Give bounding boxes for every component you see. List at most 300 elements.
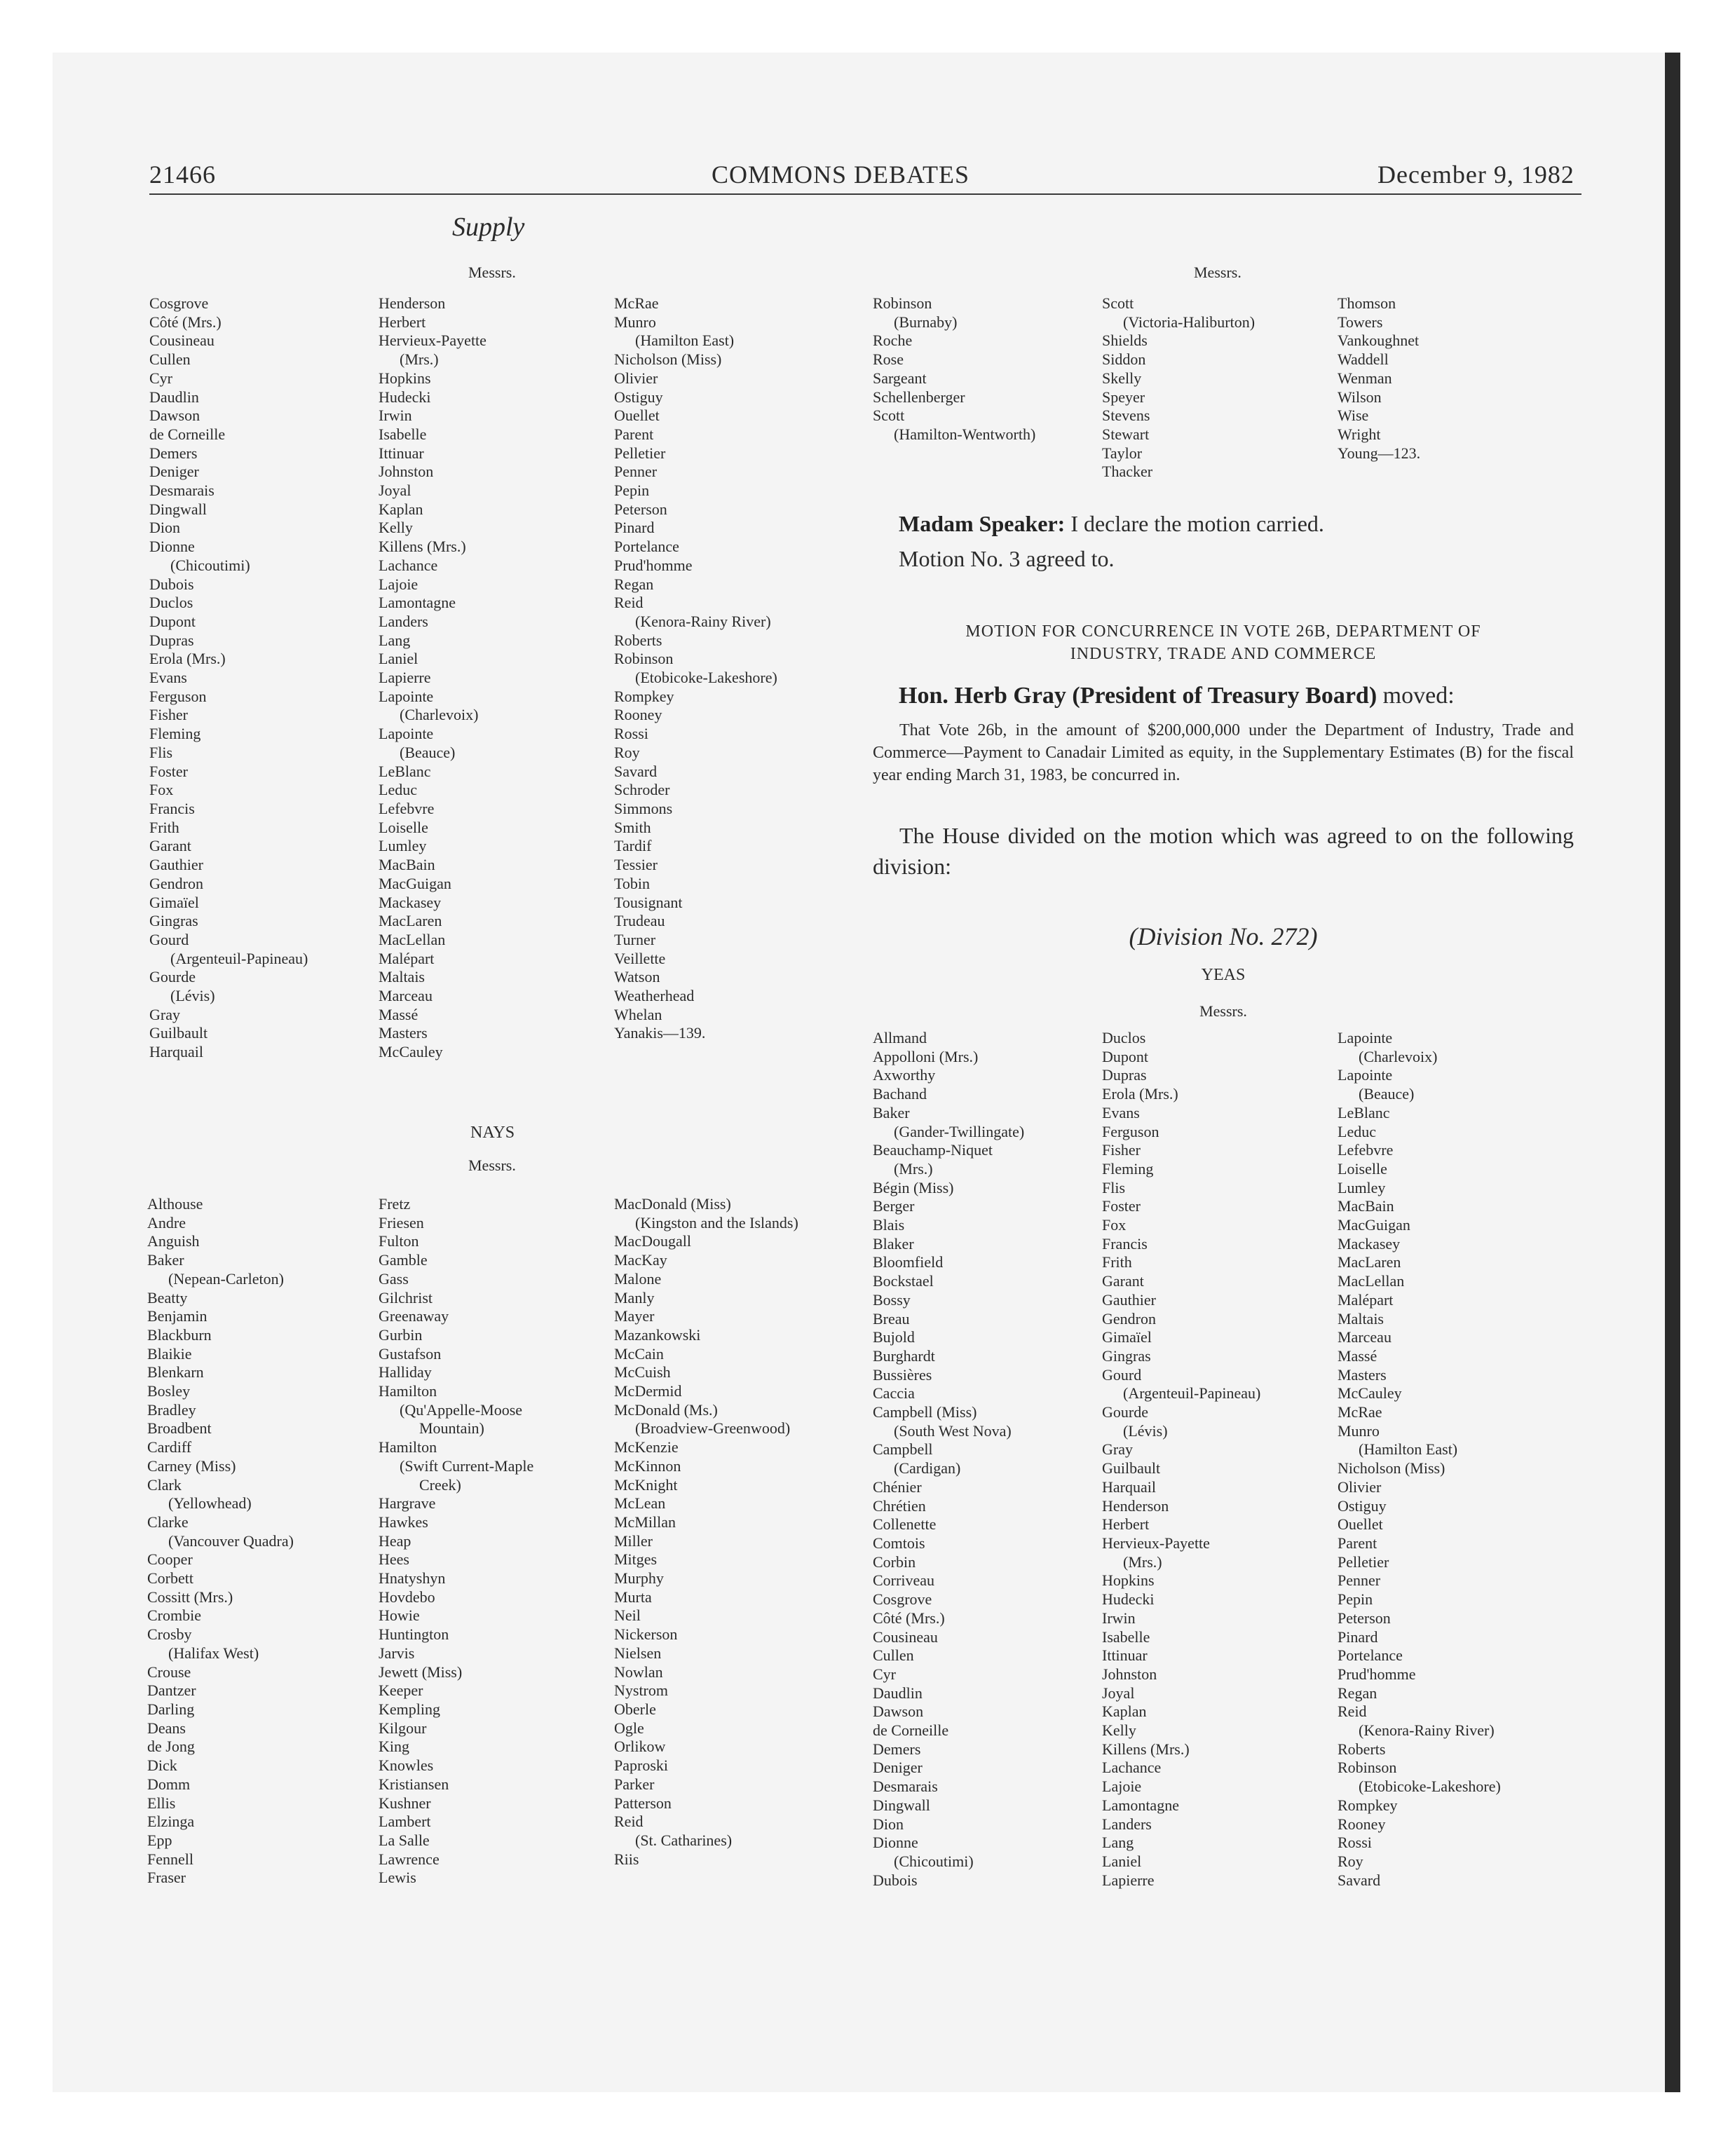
member-name: Roberts [614,631,662,649]
riding-name: (Beauce) [1359,1085,1415,1103]
member-name: Fleming [1102,1159,1154,1178]
member-name: La Salle [379,1831,430,1849]
member-name: Kaplan [379,500,423,518]
member-name: Ostiguy [1338,1496,1387,1515]
member-name: Kristiansen [379,1775,449,1793]
riding-name: (Mrs.) [894,1159,933,1178]
member-name: Fox [1102,1216,1127,1234]
member-name: MacKay [614,1251,667,1269]
member-name: Pepin [1338,1590,1373,1609]
member-name: Bockstael [873,1272,934,1290]
member-name: Anguish [147,1232,200,1250]
member-name: Loiselle [1338,1159,1387,1178]
messrs-label: Messrs. [1194,264,1241,281]
member-name: Prud'homme [1338,1665,1416,1683]
member-name: Pinard [614,519,655,537]
member-name: Kempling [379,1700,440,1718]
motion-text: That Vote 26b, in the amount of $200,000,000 under the Department of Industry, Trade and Commerce—Payment to Canadair Limited as equity, in the Supplementary Estimates (B) for the fiscal year ending March 31, 1983, be concurred in. [873,721,1574,784]
member-name: Crombie [147,1606,201,1625]
member-name: Greenaway [379,1307,449,1325]
member-name: Gingras [1102,1346,1151,1365]
member-name: Lefebvre [379,799,435,817]
member-name: Collenette [873,1515,937,1534]
member-name: Lajoie [379,575,419,593]
member-name: Baker [147,1251,184,1269]
member-name: Beatty [147,1288,188,1306]
member-name: Bussières [873,1365,932,1384]
member-name: McRae [614,294,659,312]
member-name: Hamilton [379,1438,437,1456]
member-name: Demers [873,1740,921,1758]
member-name: Duclos [149,594,193,612]
member-name: Appolloni (Mrs.) [873,1047,979,1065]
riding-name: (South West Nova) [894,1421,1012,1440]
mover-name: Hon. Herb Gray (President of Treasury Board) [899,683,1377,709]
messrs-label: Messrs. [1199,1002,1247,1020]
member-name: Hervieux-Payette [1102,1534,1210,1552]
member-name: Darling [147,1700,195,1718]
member-name: Crosby [147,1625,192,1644]
member-name: Rossi [1338,1834,1372,1852]
riding-name: (Chicoutimi) [894,1852,974,1870]
member-name: Daudlin [873,1684,923,1702]
member-name: Benjamin [147,1307,207,1325]
member-name: MacBain [379,856,435,874]
member-name: Caccia [873,1384,915,1403]
mover-line [899,683,1455,709]
member-name: Tardif [614,837,652,855]
member-name: Landers [1102,1815,1152,1833]
member-name: Mayer [614,1307,655,1325]
member-name: Jarvis [379,1644,415,1662]
member-name: Fretz [379,1195,411,1213]
member-name: Pelletier [614,444,666,462]
member-name: MacBain [1338,1197,1394,1215]
page-number: 21466 [149,161,216,189]
member-name: Kelly [379,519,413,537]
riding-name: (Swift Current-Maple [400,1456,534,1475]
member-name: Scott [873,407,905,425]
member-name: Landers [379,612,428,630]
member-name: Hudecki [1102,1590,1155,1609]
member-name: Frith [149,818,179,836]
member-name: Taylor [1102,444,1143,462]
member-name: Côté (Mrs.) [873,1609,945,1627]
member-name: Clarke [147,1513,189,1531]
member-name: Daudlin [149,388,199,406]
member-name: Garant [149,837,191,855]
member-name: McKinnon [614,1456,681,1475]
member-name: Regan [614,575,654,593]
member-name: Bossy [873,1290,911,1309]
member-name: Gingras [149,912,198,930]
member-name: Foster [149,762,188,780]
motion-heading-line-2: INDUSTRY, TRADE AND COMMERCE [1070,645,1377,663]
member-name: LeBlanc [1338,1103,1390,1121]
member-name: Ogle [614,1719,644,1737]
member-name: Baker [873,1103,910,1121]
member-name: Gendron [1102,1309,1156,1328]
member-name: Cousineau [149,332,215,350]
riding-name: (Halifax West) [168,1644,259,1662]
member-name: Reid [614,1813,644,1831]
member-name: Kushner [379,1794,431,1812]
member-name: Chénier [873,1478,922,1496]
nays-column-1 [147,1195,294,1888]
messrs-label: Messrs. [468,264,516,281]
member-name: de Corneille [873,1721,949,1740]
riding-name: (Vancouver Quadra) [168,1531,294,1550]
member-name: Vankoughnet [1338,332,1420,350]
left-top-column-2 [379,294,487,1062]
member-name: Sargeant [873,369,927,387]
riding-name: (Beauce) [400,743,456,761]
member-name: Kilgour [379,1719,427,1737]
member-name: Munro [1338,1421,1380,1440]
motion-agreed: Motion No. 3 agreed to. [899,546,1115,571]
member-name: Gustafson [379,1344,442,1363]
member-name: Mazankowski [614,1325,701,1344]
member-name: Smith [614,818,651,836]
member-name: Dionne [149,538,195,556]
member-name: McCain [614,1344,664,1363]
member-name: Lamontagne [379,594,456,612]
member-name: Herbert [379,313,426,331]
riding-name: (Hamilton East) [1359,1440,1458,1459]
member-name: Althouse [147,1195,203,1213]
member-name: Hovdebo [379,1588,435,1606]
member-name: McDermid [614,1382,682,1400]
member-name: Creek) [419,1475,461,1494]
member-name: Hudecki [379,388,431,406]
member-name: Killens (Mrs.) [1102,1740,1190,1758]
member-name: Hervieux-Payette [379,332,487,350]
member-name: Nickerson [614,1625,678,1644]
member-name: Heap [379,1531,411,1550]
member-name: Patterson [614,1794,672,1812]
member-name: Parker [614,1775,655,1793]
riding-name: (Hamilton East) [635,332,735,350]
member-name: Gimaïel [1102,1328,1152,1346]
member-name: Rooney [1338,1815,1386,1833]
member-name: McKnight [614,1475,678,1494]
mover-verb: moved: [1382,683,1455,709]
member-name: McCauley [1338,1384,1402,1403]
member-name: Rooney [614,706,662,724]
member-name: Desmarais [149,482,215,500]
member-name: Foster [1102,1197,1141,1215]
member-name: Nicholson (Miss) [1338,1459,1445,1478]
member-name: Cullen [149,350,191,369]
member-name: Frith [1102,1253,1132,1271]
member-name: Tessier [614,856,658,874]
member-name: Dantzer [147,1681,196,1700]
member-name: Dupras [1102,1066,1147,1084]
yeas-column-3 [1338,1029,1501,1890]
member-name: Marceau [379,987,433,1005]
member-name: Blaikie [147,1344,192,1363]
member-name: Lapointe [1338,1066,1393,1084]
member-name: MacLellan [379,930,446,948]
messrs-label: Messrs. [468,1157,516,1174]
member-name: Leduc [1338,1122,1376,1140]
member-name: Bégin (Miss) [873,1178,954,1196]
member-name: Dawson [149,407,200,425]
member-name: Dubois [149,575,194,593]
member-name: Dupont [149,612,196,630]
member-name: Deniger [873,1759,923,1777]
member-name: Young—123. [1338,444,1421,462]
speaker-statement [899,509,1324,538]
member-name: Dupont [1102,1047,1148,1065]
member-name: Joyal [1102,1684,1135,1702]
member-name: Reid [614,594,644,612]
member-name: Ittinuar [379,444,424,462]
member-name: Herbert [1102,1515,1150,1534]
member-name: Towers [1338,313,1383,331]
member-name: Corriveau [873,1571,934,1590]
member-name: Corbett [147,1569,193,1588]
member-name: Lapointe [1338,1029,1393,1046]
yeas-title: YEAS [1201,966,1246,984]
member-name: Gray [149,1005,180,1023]
member-name: Deans [147,1719,186,1737]
member-name: Harquail [149,1043,203,1061]
member-name: Simmons [614,799,673,817]
member-name: Beauchamp-Niquet [873,1141,993,1159]
member-name: Rose [873,350,904,369]
member-name: Lambert [379,1813,431,1831]
member-name: Kelly [1102,1721,1136,1740]
member-name: Lachance [379,556,438,574]
member-name: Tobin [614,874,651,892]
member-name: Côté (Mrs.) [149,313,222,331]
riding-name: (Mrs.) [400,350,439,369]
member-name: Speyer [1102,388,1145,406]
member-name: Gourde [1102,1403,1148,1421]
member-name: Roberts [1338,1740,1386,1758]
yeas-column-2 [1102,1029,1260,1890]
member-name: Lang [1102,1834,1134,1852]
member-name: Watson [614,968,660,986]
member-name: Laniel [379,650,419,668]
member-name: Lapierre [1102,1871,1155,1889]
riding-name: (Burnaby) [894,313,958,331]
member-name: Dion [149,519,180,537]
division-number: (Division No. 272) [1129,922,1318,950]
riding-name: (Nepean-Carleton) [168,1269,284,1288]
member-name: Epp [147,1831,172,1849]
member-name: Burghardt [873,1346,935,1365]
member-name: Keeper [379,1681,423,1700]
member-name: Murphy [614,1569,664,1588]
member-name: Lapointe [379,687,434,705]
member-name: Parent [1338,1534,1377,1552]
member-name: Ostiguy [614,388,663,406]
member-name: Francis [149,799,195,817]
member-name: Blaker [873,1234,914,1253]
member-name: Lamontagne [1102,1796,1179,1814]
member-name: Friesen [379,1213,424,1231]
member-name: Penner [614,463,658,481]
member-name: Dingwall [149,500,207,518]
riding-name: (Qu'Appelle-Moose [400,1400,523,1419]
member-name: MacLaren [379,912,442,930]
member-name: MacLaren [1338,1253,1401,1271]
riding-name: (Argenteuil-Papineau) [170,949,308,967]
member-name: MacDonald (Miss) [614,1195,731,1213]
member-name: Massé [1338,1346,1377,1365]
member-name: Desmarais [873,1778,938,1796]
member-name: Lang [379,631,411,649]
member-name: Marceau [1338,1328,1392,1346]
member-name: Bosley [147,1382,191,1400]
yeas-column-1 [873,1029,1024,1890]
member-name: Thomson [1338,294,1396,312]
member-name: Fox [149,781,174,799]
member-name: McRae [1338,1403,1382,1421]
member-name: Gimaïel [149,893,199,911]
member-name: Clark [147,1475,182,1494]
member-name: Lumley [1338,1178,1386,1196]
member-name: Blais [873,1216,905,1234]
member-name: Henderson [1102,1496,1169,1515]
member-name: de Corneille [149,425,226,443]
member-name: McCauley [379,1043,443,1061]
member-name: Schellenberger [873,388,965,406]
member-name: Blenkarn [147,1363,204,1381]
riding-name: (Yellowhead) [168,1494,252,1513]
member-name: Lapierre [379,669,431,687]
member-name: Hnatyshyn [379,1569,446,1588]
member-name: Lumley [379,837,427,855]
member-name: Pinard [1338,1628,1378,1646]
member-name: Siddon [1102,350,1146,369]
member-name: Blackburn [147,1325,212,1344]
member-name: Peterson [614,500,667,518]
member-name: Yanakis—139. [614,1024,706,1042]
member-name: Johnston [1102,1665,1157,1683]
member-name: Berger [873,1197,915,1215]
riding-name: (Gander-Twillingate) [894,1122,1025,1140]
member-name: Gurbin [379,1325,423,1344]
member-name: Savard [1338,1871,1381,1889]
member-name: Flis [1102,1178,1126,1196]
member-name: Cosgrove [149,294,209,312]
riding-name: (Kenora-Rainy River) [635,612,771,630]
riding-name: (Etobicoke-Lakeshore) [1359,1778,1501,1796]
member-name: Gray [1102,1440,1133,1459]
member-name: Gourde [149,968,196,986]
member-name: LeBlanc [379,762,431,780]
member-name: Dupras [149,631,194,649]
member-name: Loiselle [379,818,428,836]
member-name: Prud'homme [614,556,693,574]
member-name: Ouellet [1338,1515,1383,1534]
member-name: Malépart [1338,1290,1394,1309]
member-name: Waddell [1338,350,1389,369]
member-name: Wenman [1338,369,1392,387]
riding-name: (Chicoutimi) [170,556,250,574]
member-name: Carney (Miss) [147,1456,236,1475]
member-name: Maltais [379,968,425,986]
member-name: Hawkes [379,1513,428,1531]
member-name: Mitges [614,1550,658,1569]
member-name: Miller [614,1531,653,1550]
member-name: Masters [1338,1365,1387,1384]
left-top-column-3 [614,294,777,1043]
member-name: Irwin [379,407,412,425]
member-name: Mountain) [419,1419,484,1438]
member-name: Nowlan [614,1663,663,1681]
header-rule [149,193,1581,195]
member-name: Veillette [614,949,666,967]
member-name: Breau [873,1309,910,1328]
member-name: Isabelle [379,425,427,443]
member-name: Lewis [379,1869,416,1887]
member-name: Lefebvre [1338,1141,1394,1159]
member-name: Evans [1102,1103,1140,1121]
member-name: Olivier [1338,1478,1382,1496]
member-name: Gendron [149,874,203,892]
riding-name: (Broadview-Greenwood) [635,1419,791,1438]
member-name: Portelance [614,538,679,556]
member-name: Lachance [1102,1759,1162,1777]
member-name: Dionne [873,1834,918,1852]
member-name: Comtois [873,1534,925,1552]
member-name: Malépart [379,949,435,967]
member-name: Deniger [149,463,199,481]
member-name: Thacker [1102,463,1153,481]
member-name: Jewett (Miss) [379,1663,463,1681]
member-name: Nicholson (Miss) [614,350,722,369]
right-top-column-3 [1338,294,1420,463]
speaker-text: I declare the motion carried. [1070,511,1324,536]
riding-name: (Hamilton-Wentworth) [894,425,1036,443]
member-name: Skelly [1102,369,1142,387]
motion-heading-line-1: MOTION FOR CONCURRENCE IN VOTE 26B, DEPARTMENT OF [965,622,1481,641]
member-name: Nystrom [614,1681,668,1700]
member-name: Hopkins [379,369,431,387]
member-name: Gilchrist [379,1288,433,1306]
riding-name: (St. Catharines) [635,1831,733,1849]
member-name: Cousineau [873,1628,938,1646]
member-name: Tousignant [614,893,683,911]
member-name: MacGuigan [1338,1216,1410,1234]
member-name: Dion [873,1815,904,1833]
member-name: Fisher [149,706,188,724]
left-top-column-1 [149,294,308,1062]
member-name: Cyr [149,369,172,387]
member-name: MacLellan [1338,1272,1405,1290]
member-name: Massé [379,1005,419,1023]
member-name: Schroder [614,781,670,799]
member-name: Turner [614,930,656,948]
riding-name: (Lévis) [170,987,215,1005]
member-name: Fulton [379,1232,419,1250]
member-name: Leduc [379,781,417,799]
member-name: Dubois [873,1871,918,1889]
publication-title: COMMONS DEBATES [712,161,970,189]
member-name: Henderson [379,294,446,312]
member-name: Gamble [379,1251,428,1269]
riding-name: (Kingston and the Islands) [635,1213,798,1231]
member-name: Orlikow [614,1738,666,1756]
member-name: Kaplan [1102,1703,1147,1721]
member-name: Bloomfield [873,1253,944,1271]
member-name: MacDougall [614,1232,691,1250]
member-name: Fraser [147,1869,186,1887]
